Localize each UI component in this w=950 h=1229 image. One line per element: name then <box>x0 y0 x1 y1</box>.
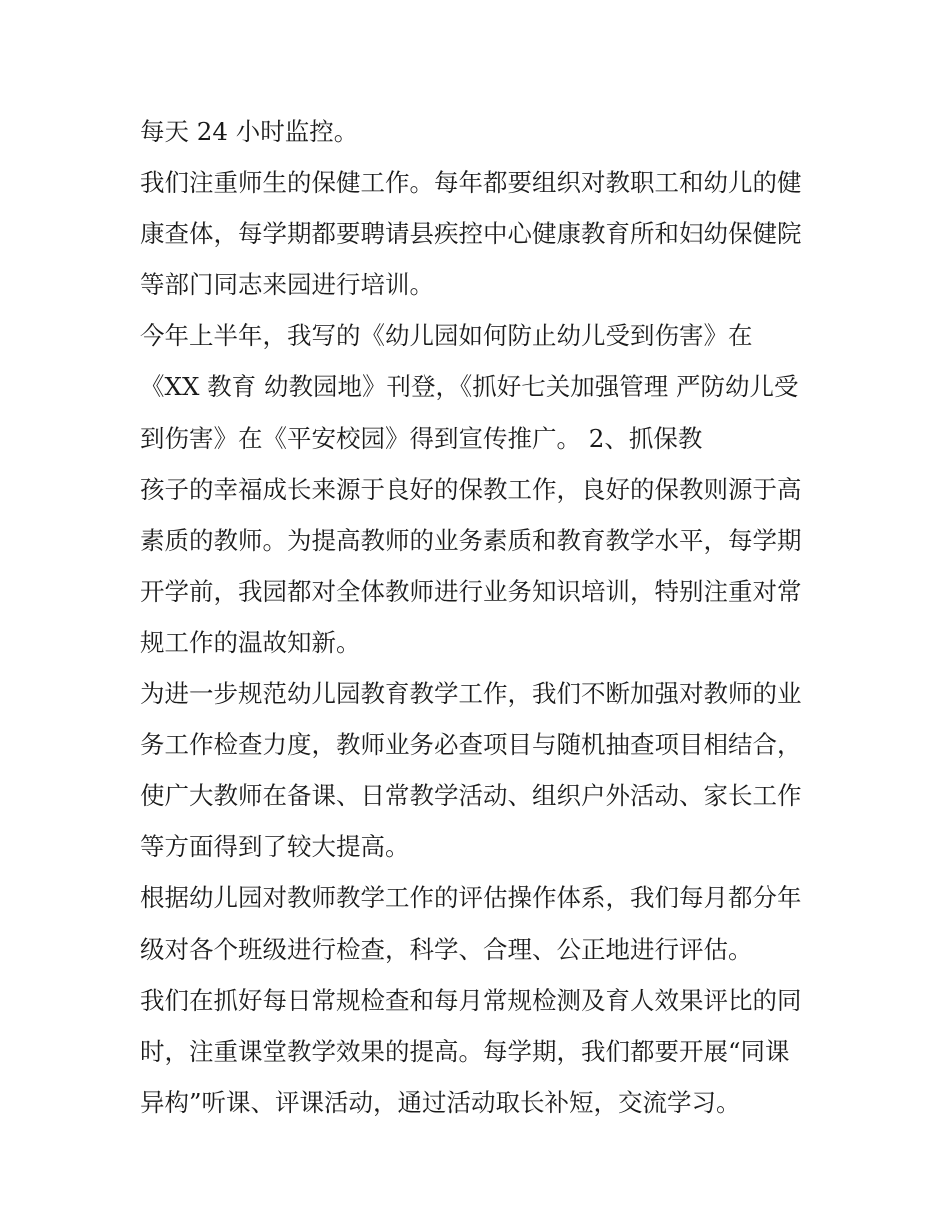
text-line: 务工作检查力度，教师业务必查项目与随机抽查项目相结合， <box>140 730 802 760</box>
text-line: 《XX 教育 幼教园地》刊登，《抓好七关加强管理 严防幼儿受 <box>140 372 799 402</box>
text-line: 我们在抓好每日常规检查和每月常规检测及育人效果评比的同 <box>140 985 802 1015</box>
text-line: 异构”听课、评课活动，通过活动取长补短，交流学习。 <box>140 1087 741 1117</box>
text-line: 素质的教师。为提高教师的业务素质和教育教学水平，每学期 <box>140 525 802 555</box>
body-text <box>140 106 820 1128</box>
text-line: 孩子的幸福成长来源于良好的保教工作，良好的保教则源于高 <box>140 474 802 504</box>
text-line: 使广大教师在备课、日常教学活动、组织户外活动、家长工作 <box>140 781 802 811</box>
text-line: 等方面得到了较大提高。 <box>140 832 410 862</box>
text-line: 康查体，每学期都要聘请县疾控中心健康教育所和妇幼保健院 <box>140 219 802 249</box>
text-line: 时，注重课堂教学效果的提高。每学期，我们都要开展“同课 <box>140 1036 790 1066</box>
text-line: 到伤害》在《平安校园》得到宣传推广。 2、抓保教 <box>140 423 703 453</box>
text-line: 规工作的温故知新。 <box>140 627 361 657</box>
text-line: 级对各个班级进行检查，科学、合理、公正地进行评估。 <box>140 934 753 964</box>
text-line: 每天 24 小时监控。 <box>140 117 359 146</box>
text-line: 等部门同志来园进行培训。 <box>140 270 434 300</box>
text-line: 开学前，我园都对全体教师进行业务知识培训，特别注重对常 <box>140 576 802 606</box>
text-line: 根据幼儿园对教师教学工作的评估操作体系，我们每月都分年 <box>140 883 802 913</box>
text-line: 今年上半年，我写的《幼儿园如何防止幼儿受到伤害》在 <box>140 321 753 351</box>
text-line: 为进一步规范幼儿园教育教学工作，我们不断加强对教师的业 <box>140 679 802 709</box>
text-line: 我们注重师生的保健工作。每年都要组织对教职工和幼儿的健 <box>140 168 802 198</box>
